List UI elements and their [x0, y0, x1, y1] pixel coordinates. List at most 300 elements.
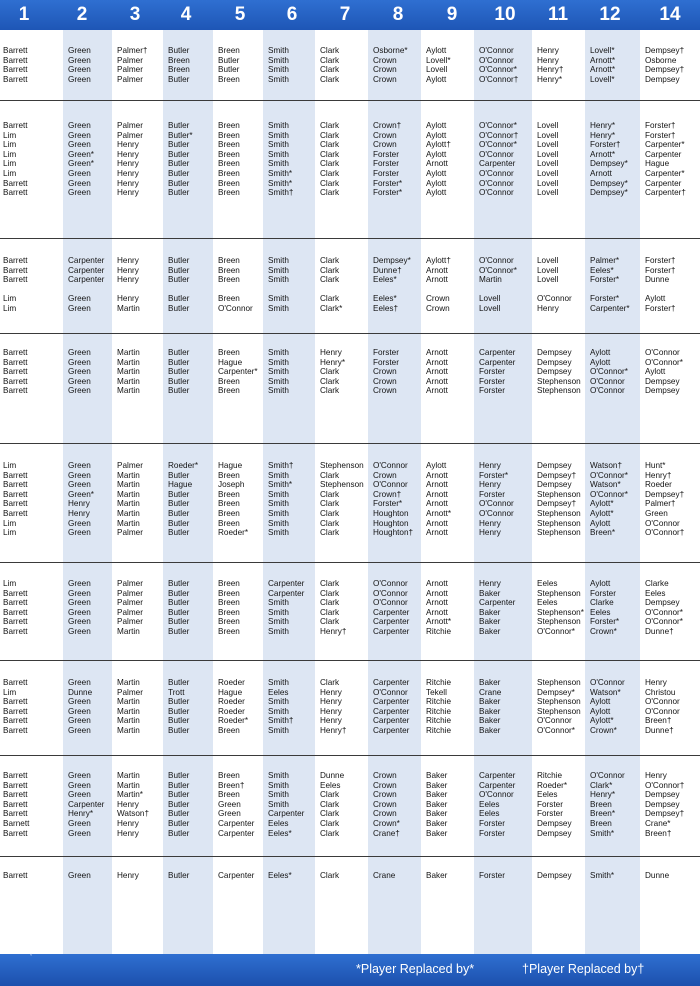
player-cell: Forster† — [645, 121, 676, 130]
player-cell: O'Connor* — [645, 607, 683, 617]
player-cell: Eeles — [537, 790, 558, 800]
player-cell: Barrett — [3, 790, 28, 800]
player-cell: Dunne — [645, 871, 670, 880]
player-cell: Crown* — [590, 627, 617, 636]
player-cell: O'Connor† — [479, 74, 519, 84]
player-cell: Palmer — [117, 588, 143, 598]
player-cell: Butler — [168, 386, 190, 396]
player-cell: Breen — [218, 726, 240, 735]
player-cell: Clark — [320, 367, 340, 377]
player-cell: Smith — [268, 726, 289, 735]
player-cell: Barrett — [3, 809, 28, 819]
player-cell: O'Connor* — [590, 489, 628, 499]
player-cell: Green — [68, 726, 91, 735]
player-cell: Green — [68, 771, 91, 780]
player-cell: O'Connor — [479, 256, 514, 265]
player-cell: Smith — [268, 275, 289, 285]
player-cell: Arnott — [426, 376, 448, 386]
player-cell: O'Connor† — [645, 528, 685, 538]
player-cell: Forster — [373, 159, 399, 169]
player-cell: Carpenter — [479, 348, 516, 357]
player-cell: Aylott — [590, 348, 611, 357]
player-cell: Green — [68, 518, 91, 528]
player-cell: Smith — [268, 65, 289, 75]
player-cell: Carpenter — [645, 149, 682, 159]
player-cell: O'Connor — [218, 304, 253, 313]
player-cell: Aylott — [426, 178, 447, 188]
column-number-2: 2 — [76, 4, 88, 25]
player-cell: Ritchie — [426, 627, 452, 636]
player-cell: Martin — [117, 348, 140, 357]
player-cell: Aylott — [426, 149, 447, 159]
player-cell: Breen — [218, 275, 240, 285]
player-cell: Butler — [168, 617, 190, 627]
player-cell: Henry — [117, 871, 139, 880]
player-cell: Roeder — [645, 480, 672, 490]
player-cell: Baker — [426, 871, 448, 880]
player-cell: Ritchie — [426, 706, 452, 716]
player-cell: Dempsey† — [645, 489, 685, 499]
player-cell: Breen — [218, 256, 240, 265]
player-cell: Eeles* — [268, 828, 292, 838]
player-cell: Breen — [218, 470, 240, 480]
player-cell: Butler — [168, 499, 190, 509]
player-cell: Breen — [218, 607, 240, 617]
player-cell: Clark — [320, 617, 340, 627]
player-cell: Martin — [117, 627, 140, 636]
column-number-5: 5 — [234, 4, 246, 25]
player-cell: Green — [68, 357, 91, 367]
player-cell: Butler — [168, 256, 190, 265]
player-cell: Hague — [218, 461, 243, 470]
player-cell: Carpenter* — [218, 367, 258, 377]
player-cell: Lim — [3, 130, 17, 140]
player-cell: Carpenter — [373, 678, 410, 687]
player-cell: Smith* — [268, 178, 293, 188]
player-cell: Trott — [168, 687, 185, 697]
player-cell: O'Connor — [373, 461, 408, 470]
player-cell: Aylott — [426, 46, 447, 55]
player-cell: Martin — [117, 489, 140, 499]
player-cell: Carpenter — [268, 809, 305, 819]
player-cell: Barrett — [3, 178, 28, 188]
player-cell: Crown* — [373, 819, 400, 828]
player-cell: Palmer† — [645, 499, 676, 509]
player-cell: Henry — [320, 348, 342, 357]
player-cell: Henry — [645, 678, 667, 687]
player-cell: Green — [68, 607, 91, 617]
player-cell: Lim — [3, 579, 17, 588]
player-cell: Arnott* — [426, 617, 452, 627]
player-cell: Clarke — [590, 598, 614, 608]
player-cell: Butler — [168, 367, 190, 377]
player-cell: Stephenson — [537, 617, 581, 627]
player-cell: Dempsey — [645, 74, 680, 84]
player-cell: Clark — [320, 121, 340, 130]
player-cell: Carpenter — [479, 771, 516, 780]
player-cell: Clark* — [590, 780, 613, 790]
player-cell: Butler — [168, 819, 190, 828]
player-cell: Clark — [320, 499, 340, 509]
player-cell: Baker — [426, 828, 448, 838]
player-cell: Butler — [168, 627, 190, 636]
player-cell: Hague — [168, 480, 193, 490]
player-cell: Dempsey — [537, 461, 572, 470]
player-cell: O'Connor* — [537, 627, 575, 636]
player-cell: Eeles — [537, 579, 558, 588]
player-cell: Eeles* — [373, 294, 397, 304]
player-cell: Clark — [320, 509, 340, 518]
player-cell: Butler — [168, 178, 190, 188]
player-cell: Lim — [3, 294, 17, 304]
player-cell: Green — [68, 140, 91, 150]
player-cell: Lim — [3, 159, 17, 169]
player-cell: Forster† — [645, 256, 676, 265]
player-cell: Green — [68, 367, 91, 377]
player-cell: Martin — [117, 480, 140, 490]
player-cell: Butler — [168, 46, 190, 55]
player-cell: Dempsey — [537, 348, 572, 357]
player-cell: Carpenter — [218, 828, 255, 838]
player-cell: Roeder* — [218, 716, 249, 726]
player-cell: Roeder* — [537, 780, 568, 790]
player-cell: O'Connor — [590, 386, 625, 396]
player-cell: O'Connor — [373, 579, 408, 588]
player-cell: Martin — [117, 678, 140, 687]
player-cell: Green — [68, 871, 91, 880]
column-number-4: 4 — [180, 4, 192, 25]
player-cell: Smith* — [590, 828, 615, 838]
player-cell: O'Connor* — [479, 140, 517, 150]
player-cell: Dempsey — [645, 386, 680, 396]
player-cell: Crown — [373, 809, 397, 819]
player-cell: Butler — [168, 74, 190, 84]
player-cell: Breen* — [590, 528, 616, 538]
player-cell: Watson* — [590, 480, 621, 490]
player-cell: Green — [68, 706, 91, 716]
player-cell: Green — [68, 579, 91, 588]
player-cell: Breen — [218, 140, 240, 150]
player-cell: Barrett — [3, 678, 28, 687]
player-cell: Dunne† — [645, 726, 674, 735]
player-cell: Martin — [117, 509, 140, 518]
player-cell: Clark — [320, 256, 340, 265]
player-cell: Roeder — [218, 697, 245, 707]
player-cell: Butler — [168, 294, 190, 304]
player-cell: Aylott — [645, 294, 666, 304]
player-cell: Palmer — [117, 461, 143, 470]
player-cell: Lim — [3, 518, 17, 528]
player-cell: Arnott — [426, 265, 448, 275]
player-cell: Butler — [168, 140, 190, 150]
player-cell: Henry* — [590, 121, 616, 130]
player-cell: Eeles — [479, 809, 500, 819]
player-cell: Henry — [117, 159, 139, 169]
player-cell: Watson* — [590, 687, 621, 697]
player-cell: Clark — [320, 65, 340, 75]
player-cell: Aylott — [590, 579, 611, 588]
player-cell: Palmer — [117, 598, 143, 608]
player-cell: Eeles* — [590, 265, 614, 275]
player-cell: O'Connor — [479, 509, 514, 518]
player-cell: Clark — [320, 265, 340, 275]
player-cell: Houghton — [373, 509, 409, 518]
player-cell: Carpenter — [68, 799, 105, 809]
player-cell: Barrett — [3, 121, 28, 130]
player-cell: Forster* — [373, 499, 403, 509]
player-cell: Breen — [218, 121, 240, 130]
player-cell: Clark — [320, 790, 340, 800]
player-cell: Forster — [590, 588, 616, 598]
player-cell: Christou — [645, 687, 676, 697]
player-cell: Clark — [320, 828, 340, 838]
player-cell: Smith — [268, 130, 289, 140]
player-cell: Green — [68, 121, 91, 130]
player-cell: Smith — [268, 348, 289, 357]
player-cell: Breen — [218, 178, 240, 188]
player-cell: O'Connor — [645, 348, 680, 357]
player-cell: Stephenson — [537, 386, 581, 396]
player-cell: Green — [68, 697, 91, 707]
player-cell: Barrett — [3, 780, 28, 790]
player-cell: O'Connor — [373, 598, 408, 608]
player-cell: Baker — [426, 780, 448, 790]
player-cell: Clark — [320, 588, 340, 598]
player-cell: Dempsey† — [645, 65, 685, 75]
player-cell: Green — [68, 819, 91, 828]
player-cell: Carpenter — [479, 357, 516, 367]
player-cell: Aylott* — [590, 509, 614, 518]
player-cell: Eeles — [479, 799, 500, 809]
player-cell: Henry* — [68, 809, 94, 819]
player-cell: Lim — [3, 528, 17, 538]
player-cell: Henry — [117, 169, 139, 178]
player-cell: O'Connor* — [479, 65, 517, 75]
player-cell: Palmer* — [590, 256, 620, 265]
player-cell: Henry — [645, 771, 667, 780]
player-cell: Smith — [268, 518, 289, 528]
player-cell: O'Connor — [645, 706, 680, 716]
player-cell: Forster* — [373, 178, 403, 188]
player-cell: Carpenter — [645, 178, 682, 188]
player-cell: Butler — [168, 304, 190, 313]
player-cell: Aylott — [645, 367, 666, 377]
lineup-grid — [0, 30, 700, 954]
player-cell: Palmer — [117, 579, 143, 588]
player-cell: Butler — [168, 357, 190, 367]
player-cell: Hunt* — [645, 461, 666, 470]
player-cell: Houghton — [373, 518, 409, 528]
player-cell: Green — [218, 809, 241, 819]
player-cell: Smith — [268, 780, 289, 790]
player-cell: O'Connor — [479, 178, 514, 188]
player-cell: Henry — [117, 140, 139, 150]
column-number-3: 3 — [129, 4, 141, 25]
player-cell: O'Connor — [479, 46, 514, 55]
column-number-7: 7 — [339, 4, 351, 25]
player-cell: Henry — [479, 480, 501, 490]
player-cell: O'Connor — [373, 687, 408, 697]
player-cell: Crane† — [373, 828, 400, 838]
player-cell: Green — [68, 169, 91, 178]
player-cell: Forster* — [590, 275, 620, 285]
player-cell: Aylott — [590, 357, 611, 367]
player-cell: Breen — [218, 598, 240, 608]
player-cell: Dempsey — [537, 480, 572, 490]
player-cell: Clark — [320, 46, 340, 55]
player-cell: Ritchie — [537, 771, 563, 780]
player-cell: Green — [68, 55, 91, 65]
player-cell: Arnott — [426, 588, 448, 598]
player-cell: Green — [68, 74, 91, 84]
player-cell: Arnott — [426, 480, 448, 490]
player-cell: Clarke — [645, 579, 669, 588]
player-cell: Eeles — [645, 588, 666, 598]
player-cell: Breen — [218, 518, 240, 528]
player-cell: Breen — [218, 159, 240, 169]
group-separator — [0, 100, 700, 101]
player-cell: Lovell — [479, 304, 501, 313]
player-cell: Butler — [168, 528, 190, 538]
player-cell: Arnott* — [426, 509, 452, 518]
player-cell: Stephenson — [537, 678, 581, 687]
player-cell: Ritchie — [426, 726, 452, 735]
player-cell: Forster† — [645, 304, 676, 313]
player-cell: Arnott — [426, 275, 448, 285]
player-cell: Butler — [168, 678, 190, 687]
player-cell: Butler — [168, 790, 190, 800]
player-cell: Barrett — [3, 828, 28, 838]
player-cell: Dempsey — [645, 790, 680, 800]
player-cell: Martin* — [117, 790, 143, 800]
player-cell: Clark — [320, 159, 340, 169]
player-cell: Green — [68, 780, 91, 790]
player-cell: Clark — [320, 149, 340, 159]
player-cell: Smith — [268, 489, 289, 499]
player-cell: Dempsey — [645, 376, 680, 386]
player-cell: Butler* — [168, 130, 193, 140]
player-cell: Butler — [218, 55, 240, 65]
player-cell: Martin — [117, 706, 140, 716]
player-cell: Lovell* — [590, 46, 615, 55]
player-cell: Carpenter — [218, 871, 255, 880]
player-cell: Crown — [426, 294, 450, 304]
player-cell: Smith — [268, 357, 289, 367]
player-cell: Butler — [168, 607, 190, 617]
player-cell: Baker — [479, 627, 501, 636]
player-cell: Clark — [320, 178, 340, 188]
player-cell: Dunne† — [373, 265, 402, 275]
player-cell: Smith — [268, 627, 289, 636]
player-cell: Carpenter* — [645, 140, 685, 150]
player-cell: Breen — [218, 149, 240, 159]
column-number-6: 6 — [286, 4, 298, 25]
player-cell: Forster — [479, 367, 505, 377]
player-cell: Butler — [168, 780, 190, 790]
player-cell: O'Connor — [645, 697, 680, 707]
player-cell: Aylott — [426, 461, 447, 470]
player-cell: Clark — [320, 489, 340, 499]
player-cell: Smith — [268, 46, 289, 55]
player-cell: Carpenter — [218, 819, 255, 828]
player-cell: O'Connor — [645, 518, 680, 528]
player-cell: Breen — [218, 627, 240, 636]
player-cell: Eeles* — [373, 275, 397, 285]
group-separator — [0, 856, 700, 857]
player-cell: Smith — [268, 499, 289, 509]
player-cell: Forster* — [373, 188, 403, 198]
player-cell: Butler — [168, 706, 190, 716]
player-cell: Aylott† — [426, 140, 451, 150]
player-cell: Arnott — [426, 499, 448, 509]
player-cell: Henry* — [590, 790, 616, 800]
player-cell: Smith — [268, 799, 289, 809]
player-cell: Clark — [320, 169, 340, 178]
player-cell: Green — [68, 716, 91, 726]
player-cell: Clark — [320, 819, 340, 828]
player-cell: Henry — [117, 265, 139, 275]
player-cell: Aylott* — [590, 499, 614, 509]
player-cell: Crown — [373, 780, 397, 790]
player-cell: Henry — [537, 304, 559, 313]
player-cell: Henry* — [537, 74, 563, 84]
player-cell: Forster — [479, 489, 505, 499]
player-cell: Tekell — [426, 687, 447, 697]
group-separator — [0, 443, 700, 444]
player-cell: Henry† — [320, 627, 347, 636]
player-cell: Palmer — [117, 74, 143, 84]
player-cell: Dempsey — [537, 357, 572, 367]
player-cell: Clark — [320, 470, 340, 480]
player-cell: Green — [68, 294, 91, 304]
player-cell: Breen — [218, 376, 240, 386]
player-cell: Dempsey — [537, 367, 572, 377]
player-cell: Dempsey* — [590, 188, 628, 198]
player-cell: Butler — [168, 348, 190, 357]
player-cell: Martin — [117, 499, 140, 509]
player-cell: O'Connor* — [645, 617, 683, 627]
player-cell: Crown — [373, 130, 397, 140]
player-cell: Lim — [3, 140, 17, 150]
player-cell: Lovell — [479, 294, 501, 304]
player-cell: Martin — [117, 716, 140, 726]
player-cell: Carpenter — [373, 706, 410, 716]
player-cell: Eeles* — [268, 871, 292, 880]
player-cell: Houghton† — [373, 528, 414, 538]
player-cell: O'Connor — [479, 188, 514, 198]
group-separator — [0, 755, 700, 756]
player-cell: Aylott — [426, 74, 447, 84]
player-cell: Green — [68, 598, 91, 608]
player-cell: Butler — [168, 726, 190, 735]
player-cell: Green — [218, 799, 241, 809]
player-cell: Breen — [218, 509, 240, 518]
player-cell: Carpenter — [68, 265, 105, 275]
player-cell: Breen — [218, 588, 240, 598]
player-cell: Crown — [373, 790, 397, 800]
player-cell: Stephenson — [537, 697, 581, 707]
player-cell: Arnott — [426, 348, 448, 357]
player-cell: Smith† — [268, 716, 294, 726]
player-cell: Aylott — [426, 169, 447, 178]
player-cell: Henry† — [645, 470, 672, 480]
player-cell: Forster — [373, 149, 399, 159]
player-cell: Henry — [117, 294, 139, 304]
player-cell: Hague — [218, 357, 243, 367]
player-cell: Green* — [68, 489, 94, 499]
player-cell: Smith — [268, 771, 289, 780]
player-cell: Crown† — [373, 121, 402, 130]
